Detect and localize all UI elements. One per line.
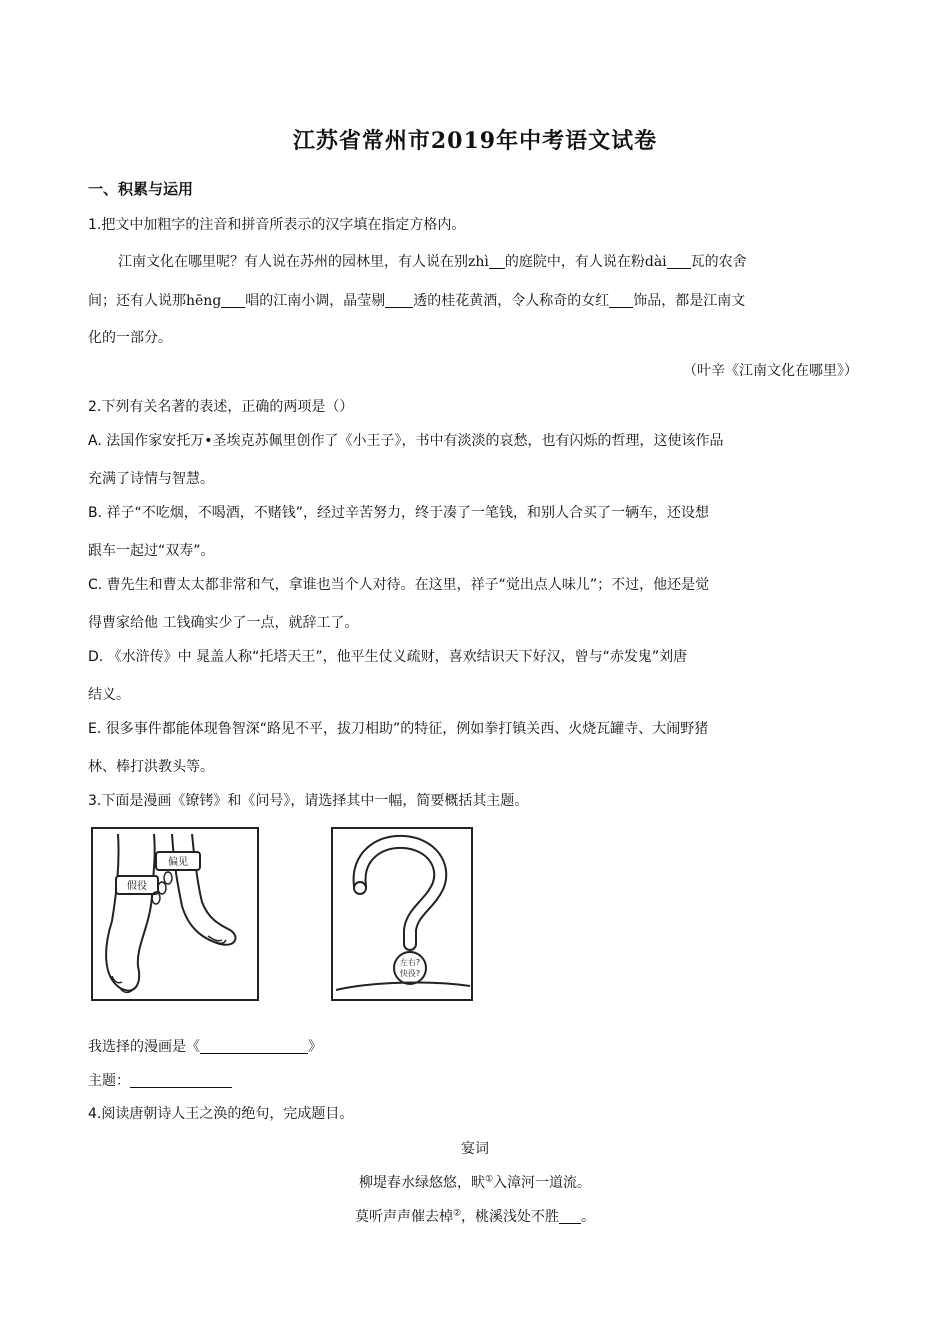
- question-mark-ball: [394, 952, 426, 984]
- option-c-line-2: 得曹家给他 工钱确实少了一点，就辞工了。: [88, 615, 359, 631]
- poem-answer-blank[interactable]: [559, 1209, 581, 1224]
- question-3-prompt: 3.下面是漫画《镣铐》和《问号》，请选择其中一幅，简要概括其主题。: [88, 793, 529, 809]
- cartoon-choice-blank[interactable]: [200, 1039, 308, 1054]
- answer-blank[interactable]: [667, 254, 691, 269]
- answer-blank[interactable]: [609, 293, 633, 308]
- theme-answer-blank[interactable]: [130, 1073, 232, 1088]
- question-1-passage-line-2: 间；还有人说那hēng 唱的江南小调，晶莹剔 透的桂花黄酒，令人称奇的女红 饰品，都是江南文: [88, 293, 746, 309]
- question-2-prompt: 2.下列有关名著的表述，正确的两项是（）: [88, 399, 354, 415]
- option-d-line-1: D. 《水浒传》中 晁盖人称“托塔天王”，他平生仗义疏财，喜欢结识天下好汉，曾与“赤发鬼”刘唐: [88, 649, 688, 665]
- option-a-line-1: A. 法国作家安托万•圣埃克苏佩里创作了《小王子》，书中有淡淡的哀愁，也有闪烁的哲理，这使该作品: [88, 433, 724, 449]
- cartoon-shackles: [90, 826, 262, 1002]
- cartoon-choice-line: 我选择的漫画是《 》: [88, 1039, 322, 1055]
- option-e-line-2: 林、棒打洪教头等。: [88, 759, 214, 775]
- poem-title: 宴词: [461, 1141, 489, 1157]
- passage-source: （叶辛《江南文化在哪里》）: [683, 363, 858, 379]
- footnote-marker: ①: [484, 1174, 494, 1185]
- question-4-prompt: 4.阅读唐朝诗人王之涣的绝句，完成题目。: [88, 1106, 354, 1122]
- option-d-line-2: 结义。: [88, 687, 130, 703]
- ground-line: [336, 983, 470, 990]
- pinyin-zhi: zhì: [468, 254, 489, 270]
- option-b-line-2: 跟车一起过“双寿”。: [88, 543, 215, 559]
- footnote-marker: ②: [452, 1208, 462, 1219]
- left-foot: [106, 834, 155, 991]
- cartoon-question-mark: [330, 826, 476, 1004]
- option-c-line-1: C. 曹先生和曹太太都非常和气，拿谁也当个人对待。在这里，祥子“觉出点人味儿”；不过，他还是觉: [88, 577, 710, 593]
- option-e-line-1: E. 很多事件都能体现鲁智深“路见不平，拔刀相助”的特征，例如拳打镇关西、火烧瓦罐寺、大闹野猪: [88, 721, 709, 737]
- pinyin-dai: dài: [644, 254, 667, 270]
- section-heading: 一、积累与运用: [88, 180, 194, 198]
- answer-blank[interactable]: [385, 293, 413, 308]
- right-foot: [172, 834, 235, 945]
- shackle-label-left: 假役: [127, 881, 147, 892]
- answer-blank[interactable]: [221, 293, 245, 308]
- question-1-passage-line-3: 化的一部分。: [88, 330, 172, 346]
- question-1-passage-line-1: 江南文化在哪里呢？有人说在苏州的园林里，有人说在别zhì 的庭院中，有人说在粉dài 瓦的农舍: [118, 254, 747, 270]
- page-title: 江苏省常州市2019年中考语文试卷: [292, 128, 658, 154]
- option-a-line-2: 充满了诗情与智慧。: [88, 471, 214, 487]
- pinyin-heng: hēng: [186, 293, 222, 309]
- shackle-label-right: 偏见: [168, 857, 188, 868]
- question-1-prompt: 1.把文中加粗字的注音和拼音所表示的汉字填在指定方格内。: [88, 217, 466, 233]
- ball-label-line-1: 左右?: [399, 958, 421, 967]
- theme-line: 主题：: [88, 1070, 232, 1090]
- ball-label-line-2: 快役?: [399, 969, 421, 978]
- option-b-line-1: B. 祥子“不吃烟，不喝酒，不赌钱”，经过辛苦努力，终于凑了一笔钱，和别人合买了一辆车，还设想: [88, 505, 710, 521]
- answer-blank[interactable]: [489, 254, 505, 269]
- poem-line-1: 柳堤春水绿悠悠，畎①入漳河一道流。: [358, 1174, 592, 1191]
- poem-line-2: 莫听声声催去棹②，桃溪浅处不胜 。: [354, 1208, 596, 1225]
